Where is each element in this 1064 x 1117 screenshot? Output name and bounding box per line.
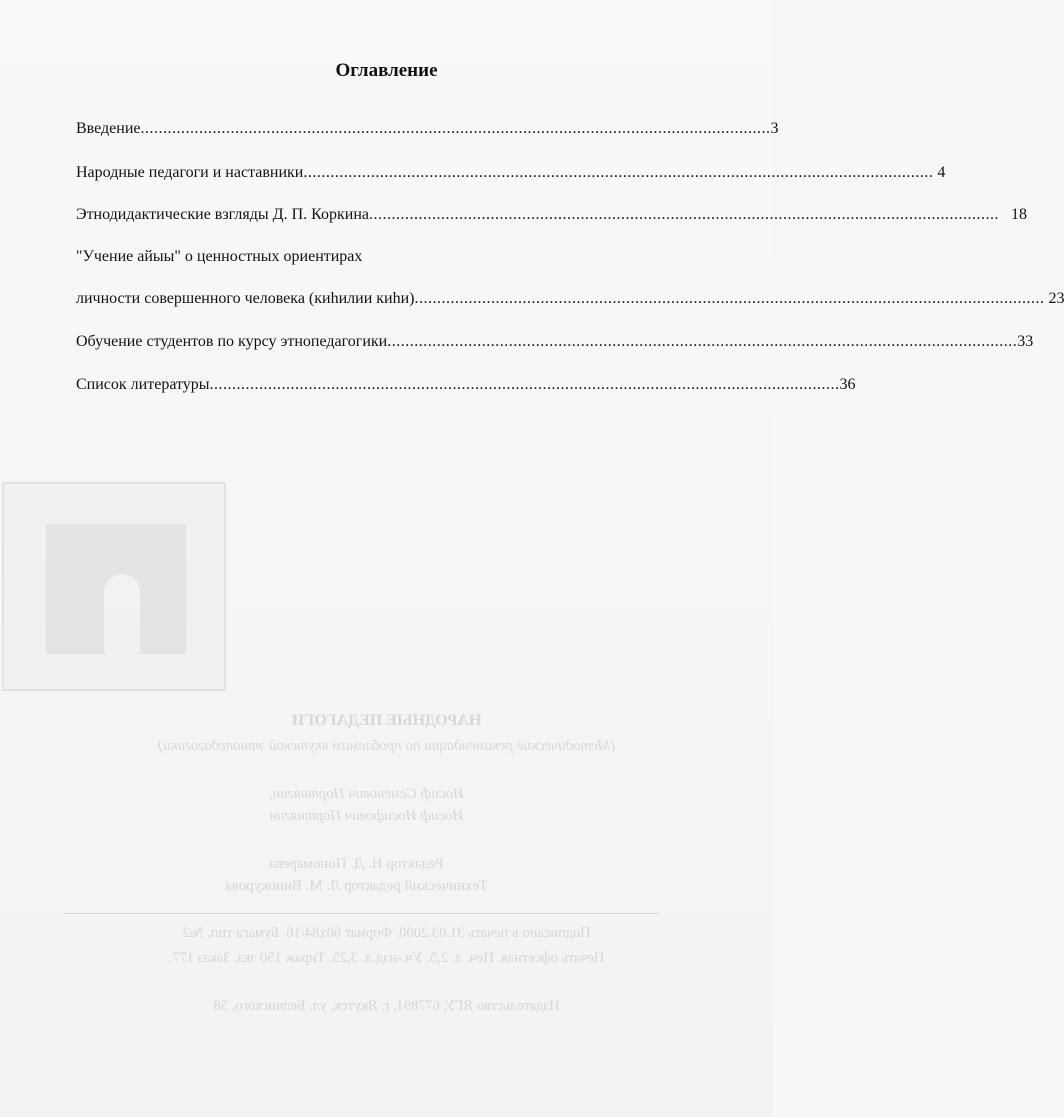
toc-entry-label: Обучение студентов по курсу этнопедагогики (76, 333, 388, 350)
reverse-subtitle: (Методические рекомендации по проблемам якутской этнопедагогики) (157, 738, 616, 754)
toc-entry-students (76, 333, 1034, 355)
toc-entry-label: Этнодидактические взгляды Д. П. Коркина (76, 206, 370, 223)
toc-leader-dots: ............................................................................................................................................ (209, 376, 840, 393)
reverse-publisher: Издательство ЯГУ, 677891, г. Якутск, ул. Белинского, 58 (213, 998, 560, 1014)
reverse-photo-image (46, 524, 186, 654)
reverse-photo-figure (104, 574, 140, 654)
toc-leader-dots: ............................................................................................................................................ (369, 206, 1000, 223)
toc-entry-page: 36 (839, 376, 856, 393)
toc-entry-page: 18 (1011, 206, 1028, 223)
toc-entry-aiyy-line2 (76, 290, 1064, 312)
toc-title: Оглавление (335, 60, 438, 81)
reverse-photo (2, 482, 226, 691)
reverse-editor-1: Редактор Н. Д. Пономарева (269, 856, 444, 872)
reverse-author-2: Иосиф Иосифович Портнягин (269, 808, 464, 824)
reverse-author-1: Иосиф Семенович Портнягин, (269, 786, 464, 802)
toc-entry-page: 4 (937, 164, 946, 181)
toc-entry-page: 33 (1017, 333, 1034, 350)
toc-leader-dots: ............................................................................................................................................ (303, 164, 934, 181)
toc-entry-label: личности совершенного человека (киhилии киhи) (76, 290, 415, 307)
toc-entry-references (76, 376, 856, 398)
reverse-editor-2: Технический редактор Л. М. Винокурова (225, 878, 488, 894)
toc-entry-label: Список литературы (76, 376, 210, 393)
toc-entry-label: Народные педагоги и наставники (76, 164, 304, 181)
toc-entry-page: 3 (770, 120, 779, 137)
toc-entry-korkin (76, 206, 1028, 228)
toc-entry-label: Введение (76, 120, 141, 137)
toc-entry-page: 23 (1048, 290, 1064, 307)
reverse-title: НАРОДНЫЕ ПЕДАГОГИ (291, 712, 482, 729)
toc-entry-folk-teachers (76, 164, 946, 186)
toc-entry-introduction (76, 120, 779, 142)
toc-leader-dots: ............................................................................................................................................ (414, 290, 1045, 307)
toc-leader-dots: ............................................................................................................................................ (387, 333, 1018, 350)
reverse-print-info-1: Подписано в печать 31.03.2000. Формат 60х84/16. Бумага тип. №2 (182, 925, 591, 941)
toc-entry-aiyy-line1 (76, 248, 362, 270)
toc-leader-dots: ............................................................................................................................................ (140, 120, 771, 137)
reverse-print-info-2: Печать офсетная. Печ. л. 2,5. Уч.-изд.л. 3,25. Тираж 150 экз. Заказ 177. (168, 950, 605, 966)
toc-entry-label: "Учение айыы" о ценностных ориентирах (76, 248, 363, 265)
reverse-divider (64, 913, 659, 914)
